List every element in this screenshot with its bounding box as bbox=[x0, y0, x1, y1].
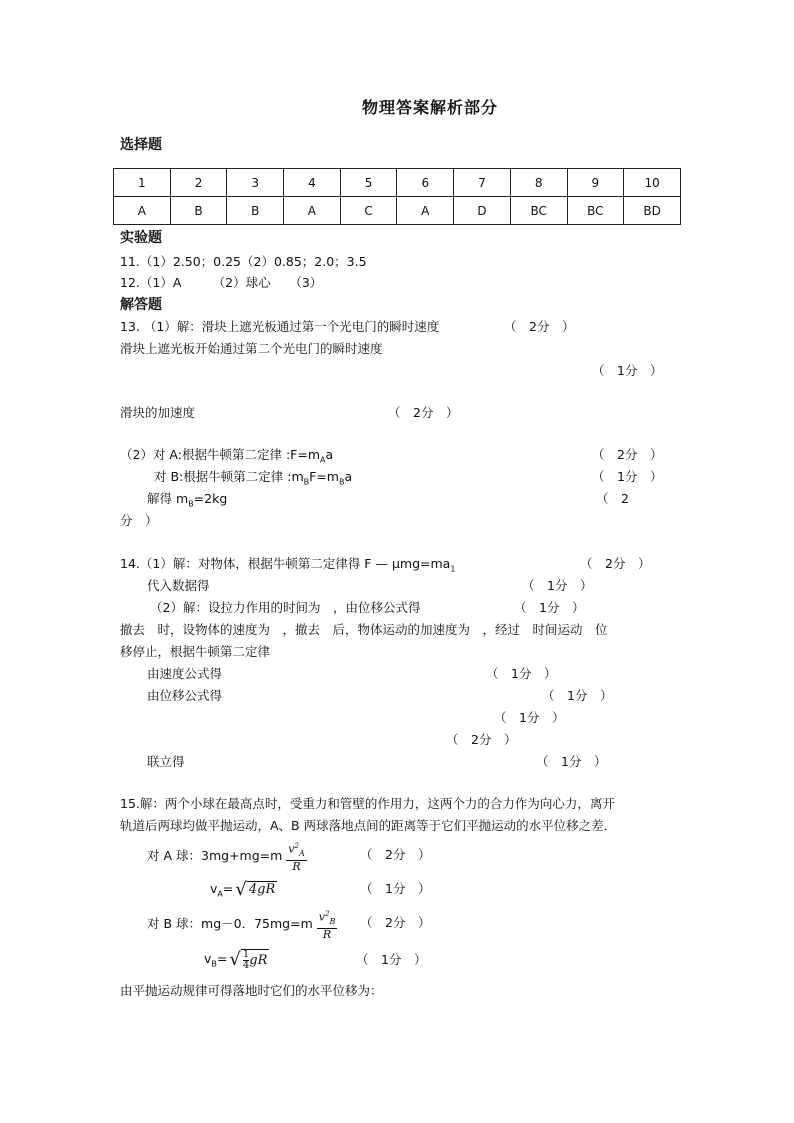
q13-line-6: 解得 $m_B=2kg$ bbox=[147, 491, 228, 509]
q14-score-1: （ 2分 ） bbox=[580, 556, 651, 571]
q14-line-7: 由位移公式得 bbox=[147, 688, 223, 703]
table-cell: BC bbox=[567, 197, 624, 225]
q15-equation-a: 对 A 球：3mg+mg=m $\frac{v^2_A}{R}$ bbox=[147, 842, 305, 873]
answer-line-11: 11.（1）2.50；0.25（2）0.85；2.0；3.5 bbox=[120, 254, 367, 269]
table-cell: 4 bbox=[284, 169, 341, 197]
q15-last-line: 由平抛运动规律可得落地时它们的水平位移为： bbox=[120, 983, 383, 998]
q14-line-2: 代入数据得 bbox=[147, 578, 210, 593]
q13-line-5: 对 B:根据牛顿第二定律 $:m_BF=m_Ba$ bbox=[154, 469, 353, 487]
table-cell: 6 bbox=[397, 169, 454, 197]
table-cell: D bbox=[454, 197, 511, 225]
q15-score-a2: （ 1分 ） bbox=[360, 881, 431, 896]
table-cell: 9 bbox=[567, 169, 624, 197]
table-cell: 2 bbox=[170, 169, 227, 197]
table-cell: B bbox=[227, 197, 284, 225]
q14-score-2: （ 1分 ） bbox=[522, 578, 593, 593]
q13-score-3: （ 2分 ） bbox=[388, 405, 459, 420]
q13-line-2: 滑块上遮光板开始通过第二个光电门的瞬时速度 bbox=[120, 341, 383, 356]
q14-line-10: 联立得 bbox=[147, 754, 185, 769]
table-cell: A bbox=[114, 197, 171, 225]
choice-answer-table bbox=[113, 168, 681, 225]
q13-score-4: （ 2分 ） bbox=[592, 447, 663, 462]
q14-line-4: 撤去 时，设物体的速度为 ，撤去 后，物体运动的加速度为 ，经过 时间运动 位 bbox=[120, 622, 608, 637]
table-cell: A bbox=[397, 197, 454, 225]
q14-line-5: 移停止，根据牛顿第二定律 bbox=[120, 644, 271, 659]
table-row-numbers bbox=[114, 169, 681, 197]
page-title: 物理答案解析部分 bbox=[362, 98, 499, 117]
q14-line-3: （2）解：设拉力作用的时间为 ，由位移公式得 bbox=[150, 600, 421, 615]
table-cell: C bbox=[340, 197, 397, 225]
section-solve-heading: 解答题 bbox=[120, 297, 162, 313]
q14-score-3: （ 1分 ） bbox=[514, 600, 585, 615]
table-cell: BC bbox=[510, 197, 567, 225]
table-cell: 10 bbox=[624, 169, 681, 197]
table-cell: 8 bbox=[510, 169, 567, 197]
table-cell: A bbox=[284, 197, 341, 225]
q14-score-7: （ 1分 ） bbox=[542, 688, 613, 703]
table-cell: 1 bbox=[114, 169, 171, 197]
q13-score-5: （ 1分 ） bbox=[592, 469, 663, 484]
q13-score-1: （ 2分 ） bbox=[504, 319, 575, 334]
q13-score-6b: 分 ） bbox=[120, 513, 158, 528]
q15-score-a1: （ 2分 ） bbox=[360, 847, 431, 862]
q15-line-1: 15.解：两个小球在最高点时，受重力和管壁的作用力，这两个力的合力作为向心力，离开 bbox=[120, 796, 615, 811]
q15-line-2: 轨道后两球均做平抛运动，A、B 两球落地点间的距离等于它们平抛运动的水平位移之差． bbox=[120, 818, 617, 833]
table-cell: BD bbox=[624, 197, 681, 225]
table-cell: 7 bbox=[454, 169, 511, 197]
sqrt-quarter-gr: √ $\frac{1}{4}$ gR bbox=[229, 948, 268, 971]
sqrt-4gr: √ 4gR bbox=[235, 878, 276, 900]
table-cell: 3 bbox=[227, 169, 284, 197]
q13-line-4: （2）对 A:根据牛顿第二定律 $:F=m_Aa$ bbox=[120, 447, 334, 465]
fraction-va2-over-r: $\frac{v^2_A}{R}$ bbox=[288, 842, 305, 873]
q15-equation-b: 对 B 球：mg－0．75mg=m $\frac{v^2_B}{R}$ bbox=[147, 910, 336, 941]
table-row-answers bbox=[114, 197, 681, 225]
table-cell: 5 bbox=[340, 169, 397, 197]
fraction-vb2-over-r: $\frac{v^2_B}{R}$ bbox=[318, 910, 336, 941]
q15-score-b2: （ 1分 ） bbox=[356, 952, 427, 967]
q13-score-6a: （ 2 bbox=[596, 491, 629, 506]
q14-line-6: 由速度公式得 bbox=[147, 666, 223, 681]
q14-score-6: （ 1分 ） bbox=[486, 666, 557, 681]
q13-line-3: 滑块的加速度 bbox=[120, 405, 196, 420]
q14-score-8: （ 1分 ） bbox=[494, 710, 565, 725]
answer-line-12: 12.（1）A （2）球心 （3） bbox=[120, 275, 323, 290]
q15-equation-vb: $v_B=$ √ $\frac{1}{4}$ gR bbox=[204, 948, 268, 971]
q13-score-2: （ 1分 ） bbox=[592, 363, 663, 378]
q14-score-10: （ 1分 ） bbox=[536, 754, 607, 769]
section-choice-heading: 选择题 bbox=[120, 137, 162, 153]
q15-score-b1: （ 2分 ） bbox=[360, 915, 431, 930]
table-cell: B bbox=[170, 197, 227, 225]
q13-line-1: 13. （1）解：滑块上遮光板通过第一个光电门的瞬时速度 bbox=[120, 319, 440, 334]
section-experiment-heading: 实验题 bbox=[120, 230, 162, 246]
q15-equation-va: $v_A=$ √ 4gR bbox=[210, 878, 276, 900]
q14-line-1: 14.（1）解：对物体，根据牛顿第二定律得 F — $\mu mg=ma_1$ bbox=[120, 556, 456, 574]
q14-score-9: （ 2分 ） bbox=[446, 732, 517, 747]
